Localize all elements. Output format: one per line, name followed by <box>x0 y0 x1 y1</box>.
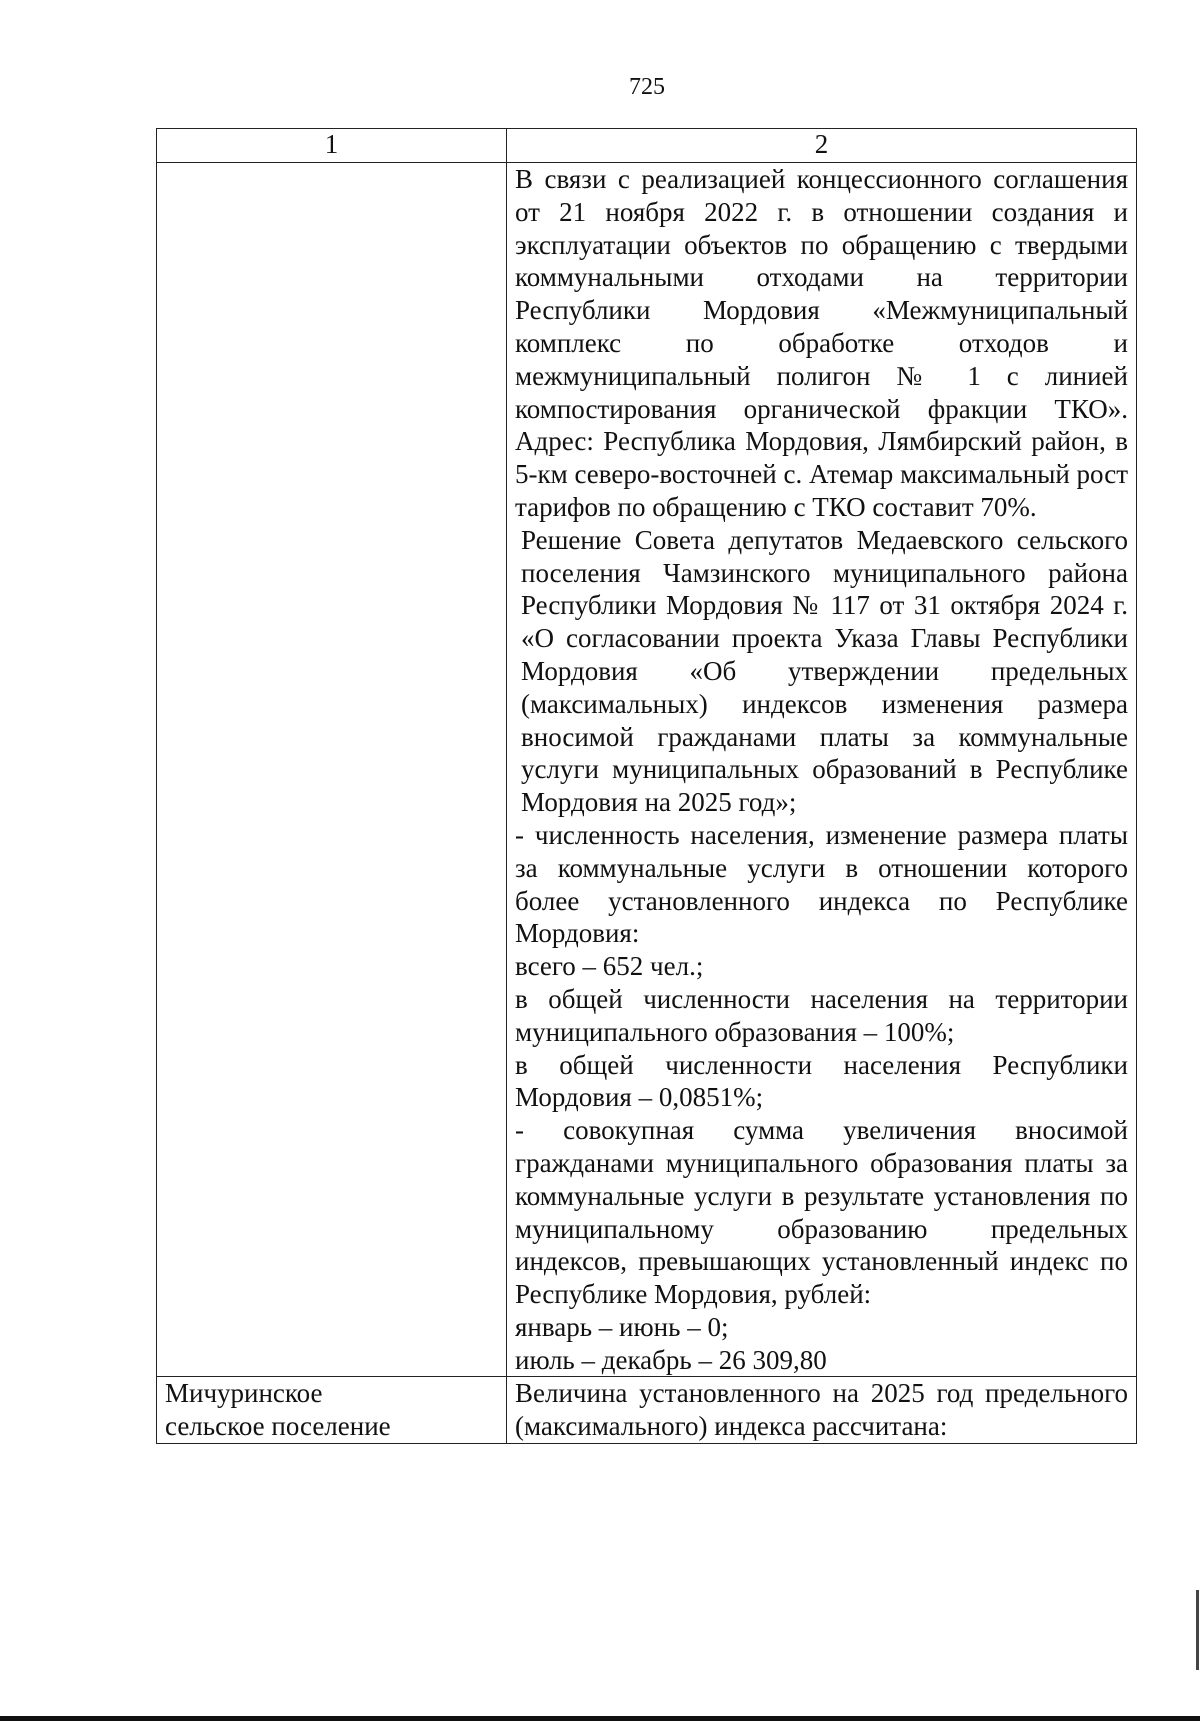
line-jul-dec: июль – декабрь – 26 309,80 <box>515 1344 827 1375</box>
settlement-name-line1: Мичуринское <box>165 1378 323 1409</box>
paragraph-population-count: - численность населения, изменение размера платы за коммунальные услуги в отношении которого более установленного индекса по Республике Мордовия: <box>515 819 1128 949</box>
row2-col1 <box>157 1377 507 1444</box>
header-col-2: 2 <box>507 129 1137 163</box>
document-table <box>156 128 1137 1444</box>
paragraph-council-decision: Решение Совета депутатов Медаевского сельского поселения Чамзинского муниципального района Республики Мордовия № 117 от 31 октября 2024 г. «О согласовании проекта Указа Главы Республики Мордовия «Об утверждении предельных (максимальных) индексов изменения размера вносимой гражданами платы за коммунальные услуги муниципальных образований в Республике Мордовия на 2025 год»; <box>521 524 1128 818</box>
scan-bottom-border <box>0 1716 1200 1721</box>
row1-col1 <box>157 163 507 1377</box>
paragraph-index-calculated: Величина установленного на 2025 год предельного (максимального) индекса рассчитана: <box>515 1378 1128 1442</box>
paragraph-municipal-share: в общей численности населения на территории муниципального образования – 100%; <box>515 983 1128 1047</box>
row1-col2 <box>507 163 1137 1377</box>
row2-col2 <box>507 1377 1137 1444</box>
scan-edge-mark <box>1196 1590 1199 1670</box>
page-number: 725 <box>629 74 665 100</box>
paragraph-total-increase: - совокупная сумма увеличения вносимой гражданами муниципального образования платы за коммунальные услуги в результате установления по муниципальному образованию предельных индексов, превышающих установленный индекс по Республике Мордовия, рублей: <box>515 1115 1128 1310</box>
header-col-1: 1 <box>157 129 507 163</box>
settlement-name-line2: сельское поселение <box>165 1411 391 1442</box>
table-row <box>157 163 1137 1377</box>
line-total-population: всего – 652 чел.; <box>515 951 704 982</box>
table-row <box>157 1377 1137 1444</box>
line-jan-jun: январь – июнь – 0; <box>515 1311 729 1342</box>
paragraph-concession: В связи с реализацией концессионного соглашения от 21 ноября 2022 г. в отношении создания и эксплуатации объектов по обращению с твердыми коммунальными отходами на территории Республики Мордовия «Межмуниципальный комплекс по обработке отходов и межмуниципальный полигон № 1 с линией компостирования органической фракции ТКО». Адрес: Республика Мордовия, Лямбирский район, в 5-км северо-восточней с. Атемар максимальный рост тарифов по обращению с ТКО составит 70%. <box>515 164 1128 522</box>
paragraph-republic-share: в общей численности населения Республики Мордовия – 0,0851%; <box>515 1049 1128 1113</box>
table-header-row <box>157 129 1137 163</box>
